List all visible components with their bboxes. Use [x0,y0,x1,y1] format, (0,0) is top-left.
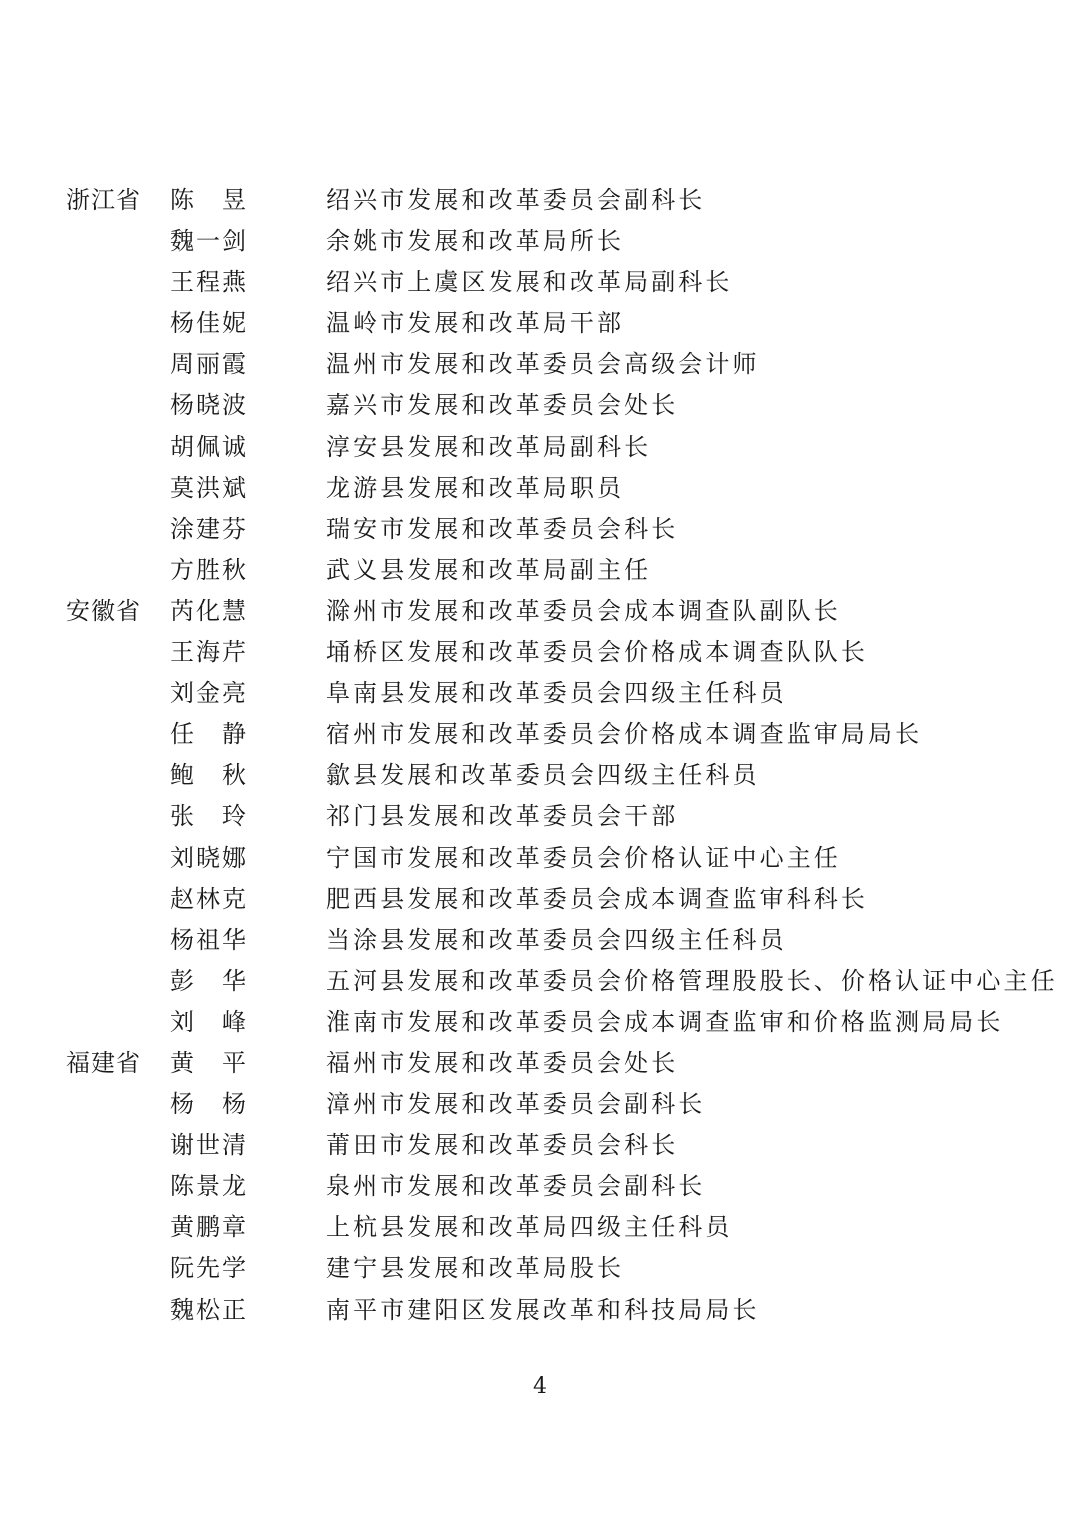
person-position: 泉州市发展和改革委员会副科长 [326,1172,706,1201]
person-position: 宁国市发展和改革委员会价格认证中心主任 [326,843,841,872]
person-name: 彭 华 [170,966,246,995]
roster-row [0,550,1080,591]
roster-row [0,632,1080,673]
person-name: 杨祖华 [170,925,246,954]
person-position: 温岭市发展和改革局干部 [326,309,625,338]
roster-row [0,427,1080,468]
person-name: 方胜秋 [170,555,246,584]
person-name: 莫洪斌 [170,473,246,502]
roster-row [0,1166,1080,1207]
person-position: 绍兴市发展和改革委员会副科长 [326,186,706,214]
person-name: 陈 昱 [170,186,246,214]
person-position: 温州市发展和改革委员会高级会计师 [326,350,760,379]
person-position: 莆田市发展和改革委员会科长 [326,1131,679,1160]
roster-row [0,344,1080,385]
person-name: 张 玲 [170,802,246,831]
person-name: 杨佳妮 [170,309,246,338]
person-position: 瑞安市发展和改革委员会科长 [326,514,679,543]
person-name: 鲍 秋 [170,761,246,790]
person-name: 陈景龙 [170,1172,246,1201]
personnel-roster [0,180,1080,1331]
person-position: 龙游县发展和改革局职员 [326,473,625,502]
roster-row [0,755,1080,796]
person-position: 阜南县发展和改革委员会四级主任科员 [326,679,787,708]
person-position: 歙县发展和改革委员会四级主任科员 [326,761,760,790]
person-position: 淳安县发展和改革局副科长 [326,432,652,461]
person-name: 赵林克 [170,884,246,913]
person-position: 淮南市发展和改革委员会成本调查监审和价格监测局局长 [326,1007,1004,1036]
person-position: 当涂县发展和改革委员会四级主任科员 [326,925,787,954]
person-name: 胡佩诚 [170,432,246,461]
person-position: 嘉兴市发展和改革委员会处长 [326,391,679,420]
roster-row [0,879,1080,920]
roster-row [0,920,1080,961]
person-name: 刘晓娜 [170,843,246,872]
page-number: 4 [533,1374,547,1399]
province-label: 安徽省 [66,596,141,625]
person-name: 刘金亮 [170,679,246,708]
roster-row [0,796,1080,837]
roster-row [0,221,1080,262]
person-name: 王程燕 [170,268,246,297]
roster-row [0,1248,1080,1289]
person-position: 南平市建阳区发展改革和科技局局长 [326,1295,760,1324]
roster-row [0,961,1080,1002]
person-name: 谢世清 [170,1131,246,1160]
roster-row [0,1207,1080,1248]
person-position: 余姚市发展和改革局所长 [326,227,625,256]
person-position: 上杭县发展和改革局四级主任科员 [326,1213,733,1242]
roster-row [0,1290,1080,1331]
person-name: 周丽霞 [170,350,246,379]
person-position: 埇桥区发展和改革委员会价格成本调查队队长 [326,638,868,667]
person-name: 黄 平 [170,1048,246,1077]
roster-row [0,673,1080,714]
person-position: 建宁县发展和改革局股长 [326,1254,625,1283]
roster-row [0,385,1080,426]
person-position: 福州市发展和改革委员会处长 [326,1048,679,1077]
person-name: 杨晓波 [170,391,246,420]
province-label: 浙江省 [66,186,141,214]
person-name: 魏松正 [170,1295,246,1324]
roster-row [0,591,1080,632]
province-label: 福建省 [66,1048,141,1077]
roster-row [0,303,1080,344]
person-position: 绍兴市上虞区发展和改革局副科长 [326,268,733,297]
person-position: 滁州市发展和改革委员会成本调查队副队长 [326,596,841,625]
person-name: 阮先学 [170,1254,246,1283]
roster-row [0,838,1080,879]
roster-row [0,714,1080,755]
roster-row [0,1043,1080,1084]
person-position: 武义县发展和改革局副主任 [326,555,652,584]
roster-row [0,468,1080,509]
person-position: 祁门县发展和改革委员会干部 [326,802,679,831]
person-position: 肥西县发展和改革委员会成本调查监审科科长 [326,884,868,913]
person-position: 五河县发展和改革委员会价格管理股股长、价格认证中心主任 [326,966,1058,995]
person-position: 漳州市发展和改革委员会副科长 [326,1090,706,1119]
roster-row [0,262,1080,303]
person-name: 王海芹 [170,638,246,667]
person-name: 刘 峰 [170,1007,246,1036]
person-position: 宿州市发展和改革委员会价格成本调查监审局局长 [326,720,923,749]
roster-row [0,1125,1080,1166]
roster-row [0,1084,1080,1125]
person-name: 芮化慧 [170,596,246,625]
person-name: 魏一剑 [170,227,246,256]
person-name: 任 静 [170,720,246,749]
roster-row [0,509,1080,550]
roster-row [0,180,1080,221]
person-name: 黄鹏章 [170,1213,246,1242]
person-name: 涂建芬 [170,514,246,543]
roster-row [0,1002,1080,1043]
person-name: 杨 杨 [170,1090,246,1119]
